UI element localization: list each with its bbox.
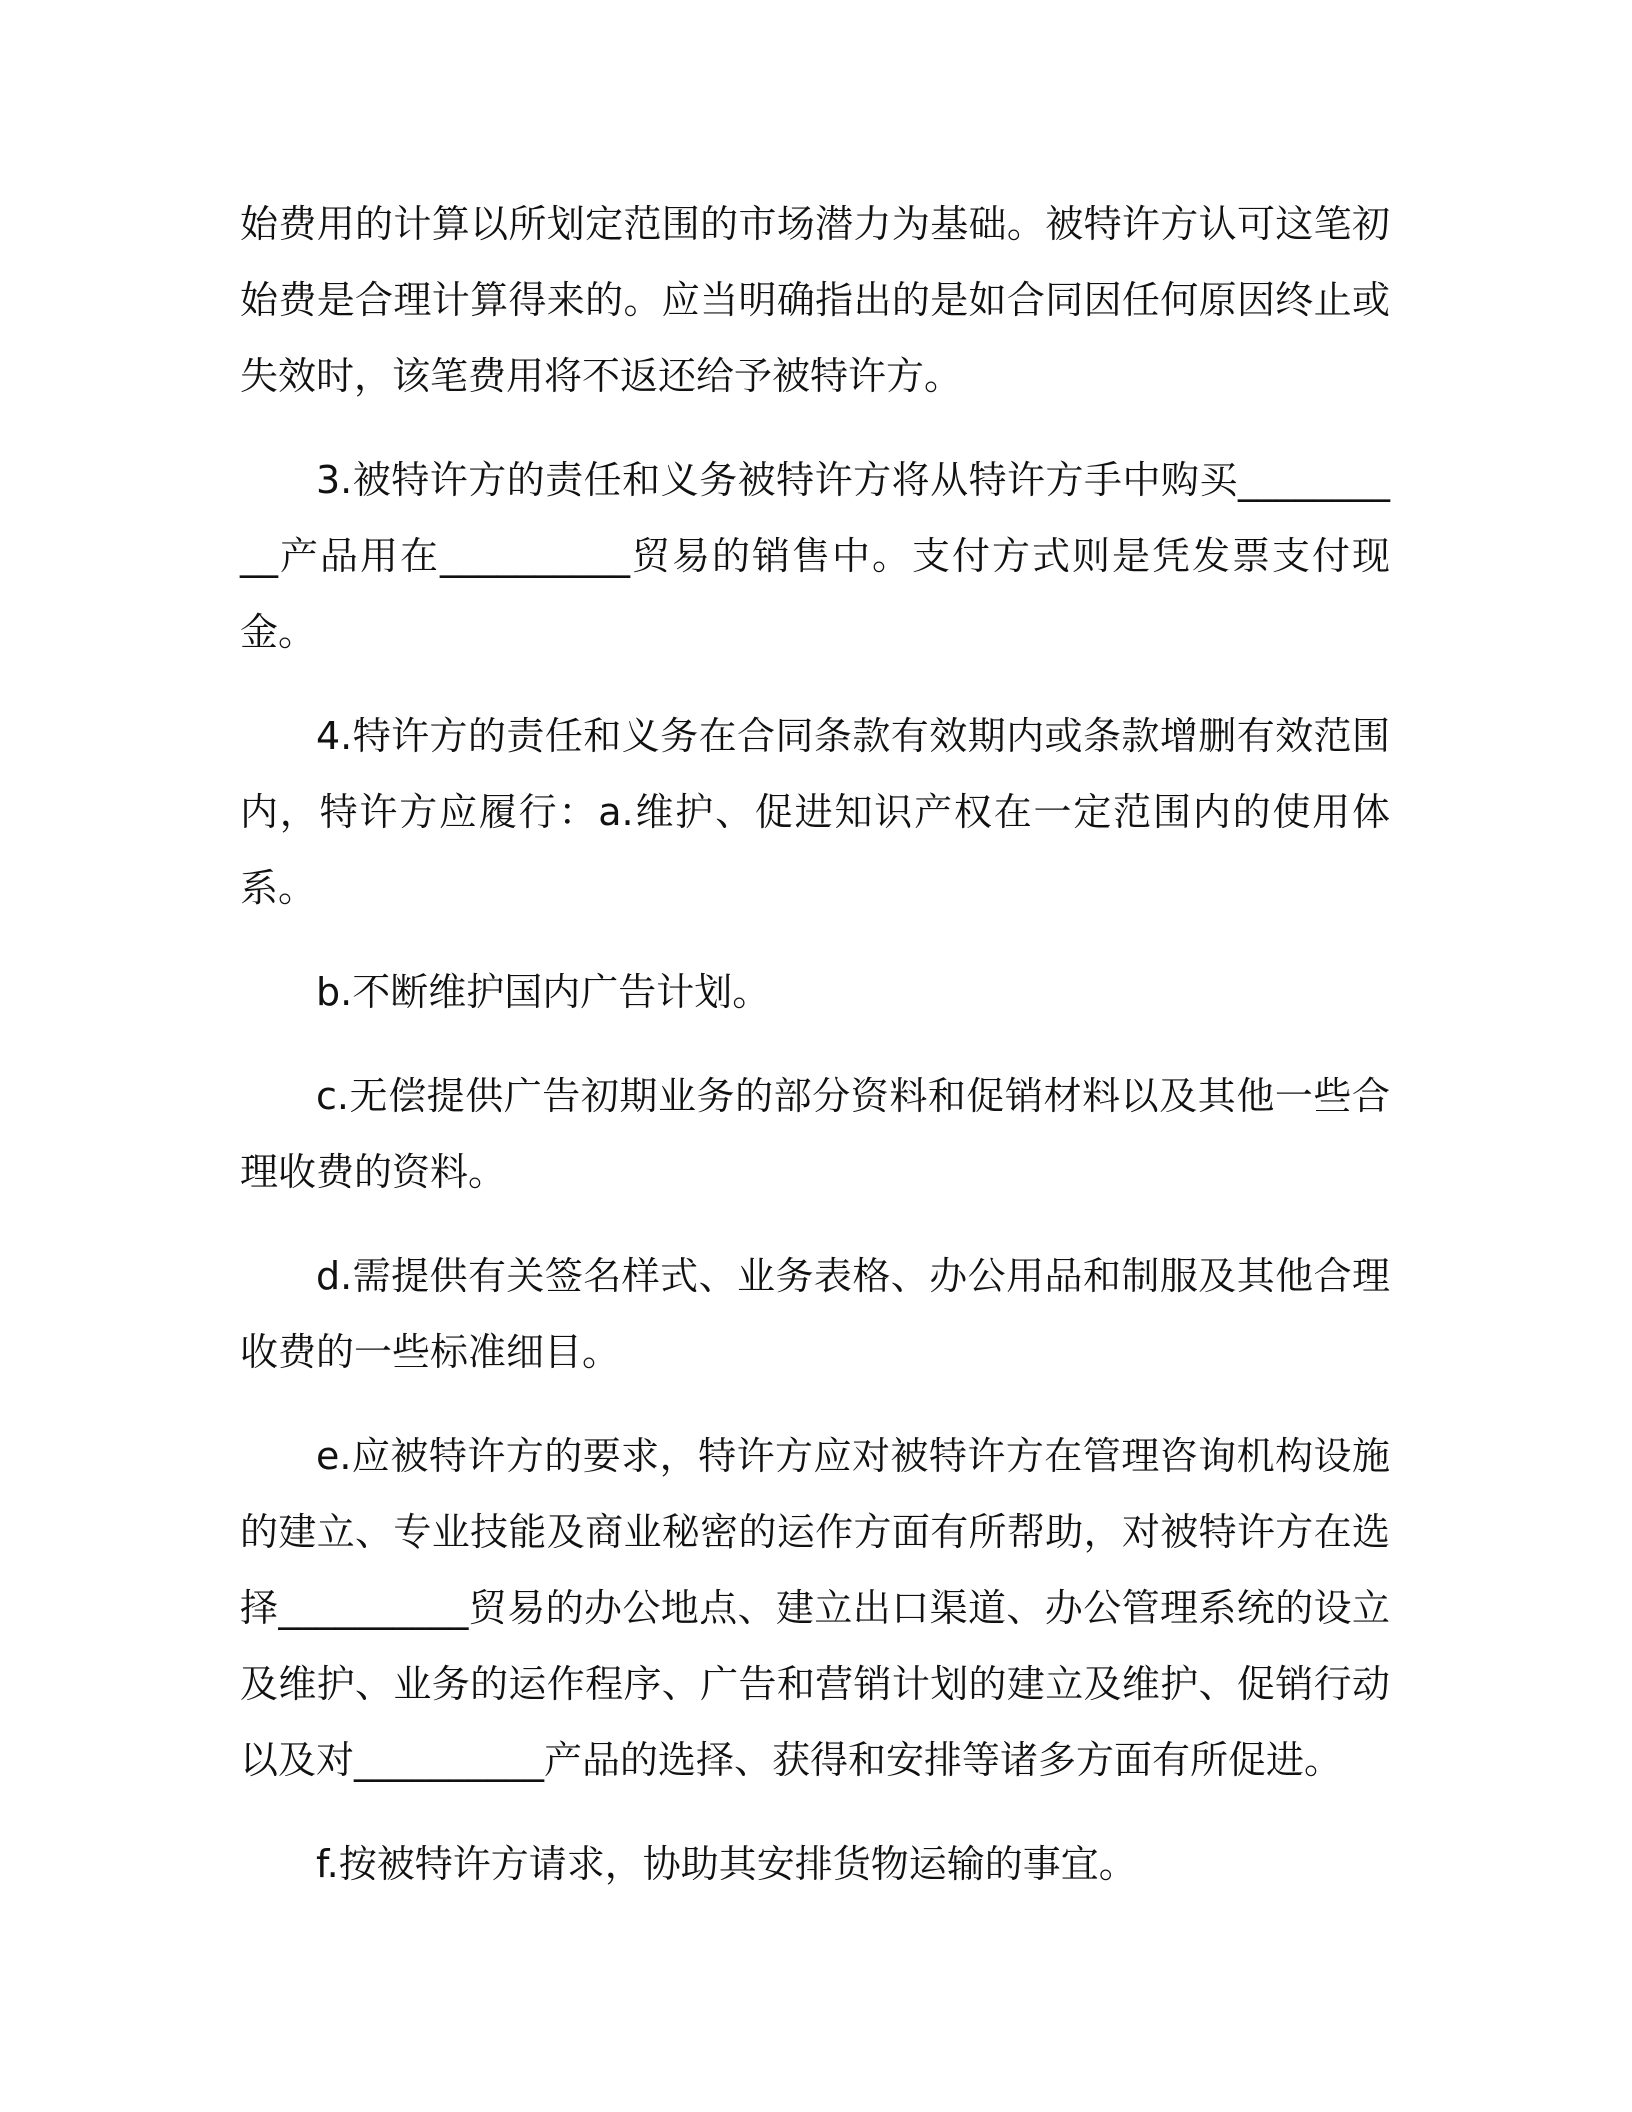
document-page [240, 186, 1390, 1930]
paragraph-item-e: e.应被特许方的要求，特许方应对被特许方在管理咨询机构设施的建立、专业技能及商业秘密的运作方面有所帮助，对被特许方在选择__________贸易的办公地点、建立出口渠道、办公管理系统的设立及维护、业务的运作程序、广告和营销计划的建立及维护、促销行动以及对__________产品的选择、获得和安排等诸多方面有所促进。 [240, 1434, 1390, 1782]
paragraph-item-b: b.不断维护国内广告计划。 [316, 970, 771, 1014]
paragraph-item-c: c.无偿提供广告初期业务的部分资料和促销材料以及其他一些合理收费的资料。 [240, 1074, 1390, 1194]
paragraph-item-d: d.需提供有关签名样式、业务表格、办公用品和制服及其他合理收费的一些标准细目。 [240, 1254, 1390, 1374]
paragraph-item-f: f.按被特许方请求，协助其安排货物运输的事宜。 [316, 1842, 1137, 1886]
paragraph-initial-fee: 始费用的计算以所划定范围的市场潜力为基础。被特许方认可这笔初始费是合理计算得来的。应当明确指出的是如合同因任何原因终止或失效时，该笔费用将不返还给予被特许方。 [240, 202, 1390, 398]
paragraph-clause-4: 4.特许方的责任和义务在合同条款有效期内或条款增删有效范围内，特许方应履行：a.维护、促进知识产权在一定范围内的使用体系。 [240, 714, 1390, 910]
paragraph-clause-3: 3.被特许方的责任和义务被特许方将从特许方手中购买__________产品用在__________贸易的销售中。支付方式则是凭发票支付现金。 [240, 458, 1390, 654]
